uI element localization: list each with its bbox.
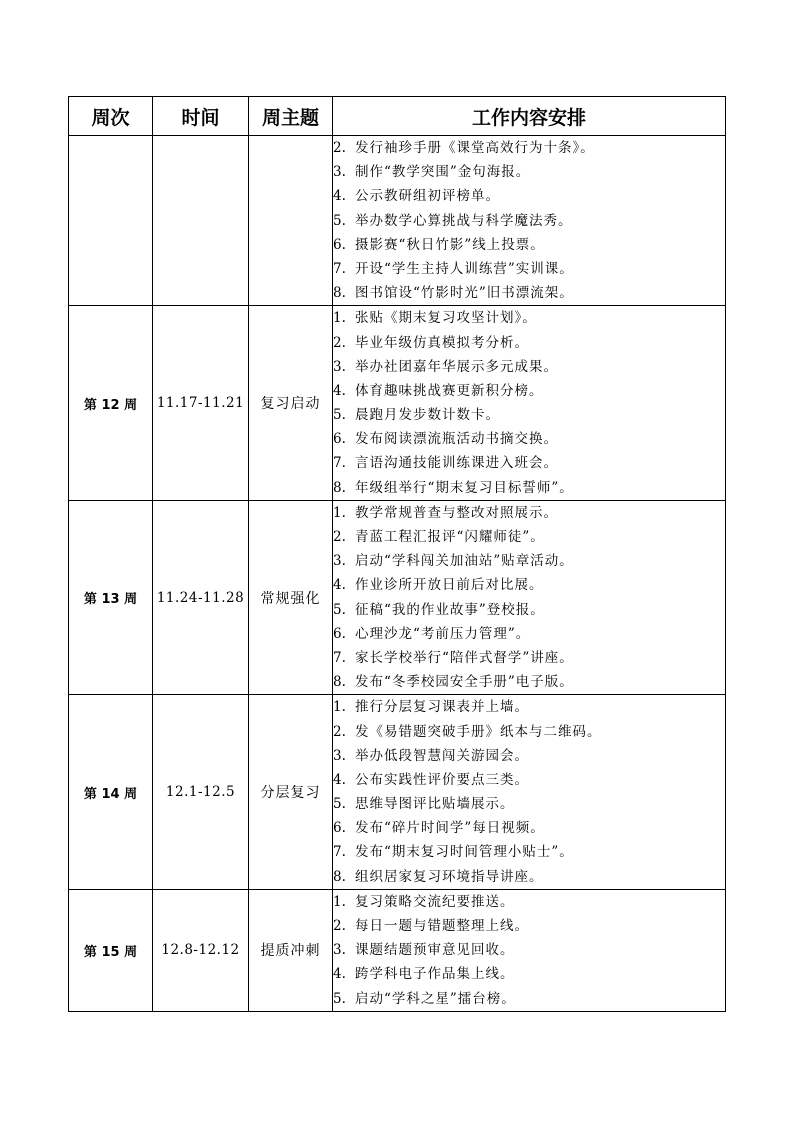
list-item (333, 720, 725, 744)
content-cell (333, 500, 726, 695)
item-text: 言语沟通技能训练课进入班会。 (355, 455, 558, 472)
item-number: 5. (333, 212, 346, 229)
list-item (333, 865, 725, 889)
table-row (69, 695, 726, 890)
item-number: 5. (333, 601, 346, 618)
item-number: 3. (333, 747, 346, 764)
item-text: 公示教研组初评榜单。 (355, 188, 500, 205)
list-item (333, 233, 725, 257)
item-text: 青蓝工程汇报评“闪耀师徒”。 (355, 529, 545, 545)
table-row (69, 500, 726, 695)
item-text: 发布“冬季校园安全手册”电子版。 (355, 674, 574, 691)
header-content: 工作内容安排 (333, 97, 726, 136)
item-text: 每日一题与错题整理上线。 (355, 918, 529, 934)
week-cell: 第 14 周 (69, 695, 153, 890)
list-item (333, 427, 725, 451)
list-item (333, 987, 725, 1011)
item-text: 发《易错题突破手册》纸本与二维码。 (355, 723, 602, 740)
list-item (333, 451, 725, 475)
list-item (333, 136, 725, 160)
item-number: 6. (333, 625, 346, 642)
item-number: 4. (333, 771, 346, 788)
item-text: 张贴《期末复习攻坚计划》。 (355, 310, 537, 327)
list-item (333, 379, 725, 403)
item-number: 6. (333, 820, 346, 837)
item-text: 征稿“我的作业故事”登校报。 (355, 601, 545, 618)
item-text: 摄影赛“秋日竹影”线上投票。 (355, 236, 545, 253)
list-item (333, 670, 725, 694)
list-item (333, 962, 725, 986)
item-number: 8. (333, 868, 346, 885)
table-header-row (69, 97, 726, 136)
item-number: 5. (333, 796, 346, 813)
item-text: 公布实践性评价要点三类。 (355, 771, 529, 788)
date-cell: 12.8-12.12 (153, 889, 249, 1011)
item-text: 举办数学心算挑战与科学魔法秀。 (355, 212, 573, 229)
week-cell: 第 13 周 (69, 500, 153, 695)
theme-cell: 分层复习 (249, 695, 333, 890)
item-number: 4. (333, 382, 346, 399)
list-item (333, 476, 725, 500)
item-text: 启动“学科之星”擂台榜。 (355, 990, 516, 1007)
item-number: 6. (333, 431, 346, 448)
item-number: 7. (333, 844, 346, 861)
list-item (333, 598, 725, 622)
item-text: 心理沙龙“考前压力管理”。 (355, 625, 531, 642)
list-item (333, 744, 725, 768)
list-item (333, 573, 725, 597)
list-item (333, 695, 725, 719)
item-text: 跨学科电子作品集上线。 (355, 966, 515, 983)
date-cell: 11.17-11.21 (153, 306, 249, 501)
list-item (333, 890, 725, 914)
item-text: 思维导图评比贴墙展示。 (355, 796, 515, 813)
item-text: 举办社团嘉年华展示多元成果。 (355, 358, 558, 375)
item-number: 4. (333, 577, 346, 594)
list-item (333, 306, 725, 330)
item-text: 年级组举行“期末复习目标誓师”。 (355, 479, 574, 496)
item-number: 2. (333, 529, 346, 545)
list-item (333, 840, 725, 864)
week-cell: 第 15 周 (69, 889, 153, 1011)
list-item (333, 646, 725, 670)
list-item (333, 816, 725, 840)
item-number: 3. (333, 942, 346, 959)
item-text: 教学常规普查与整改对照展示。 (355, 504, 558, 521)
date-cell (153, 136, 249, 306)
list-item (333, 768, 725, 792)
item-text: 组织居家复习环境指导讲座。 (355, 868, 544, 885)
table-row (69, 306, 726, 501)
item-number: 1. (333, 504, 346, 521)
item-number: 5. (333, 990, 346, 1007)
theme-cell (249, 136, 333, 306)
list-item (333, 501, 725, 525)
content-cell (333, 306, 726, 501)
item-number: 1. (333, 310, 346, 327)
item-number: 2. (333, 723, 346, 740)
item-text: 制作“教学突围”金句海报。 (355, 164, 531, 181)
week-cell (69, 136, 153, 306)
item-text: 复习策略交流纪要推送。 (355, 893, 515, 910)
item-number: 8. (333, 479, 346, 496)
item-number: 3. (333, 553, 346, 570)
item-text: 发行袖珍手册《课堂高效行为十条》。 (355, 140, 595, 156)
item-text: 发布“碎片时间学”每日视频。 (355, 820, 545, 837)
item-text: 体育趣味挑战赛更新积分榜。 (355, 382, 544, 399)
item-text: 推行分层复习课表并上墙。 (355, 699, 529, 716)
item-number: 4. (333, 188, 346, 205)
list-item (333, 549, 725, 573)
item-number: 7. (333, 260, 346, 277)
header-date: 时间 (153, 97, 249, 136)
item-number: 1. (333, 893, 346, 910)
item-text: 毕业年级仿真模拟考分析。 (355, 334, 529, 351)
item-number: 4. (333, 966, 346, 983)
date-cell: 12.1-12.5 (153, 695, 249, 890)
list-item (333, 622, 725, 646)
list-item (333, 281, 725, 305)
week-cell: 第 12 周 (69, 306, 153, 501)
item-text: 课题结题预审意见回收。 (355, 942, 515, 959)
list-item (333, 257, 725, 281)
item-number: 1. (333, 699, 346, 716)
item-text: 图书馆设“竹影时光”旧书漂流架。 (355, 285, 574, 302)
table-row (69, 136, 726, 306)
item-number: 2. (333, 918, 346, 934)
item-number: 8. (333, 285, 346, 302)
item-text: 晨跑月发步数计数卡。 (355, 407, 500, 424)
list-item (333, 160, 725, 184)
content-cell (333, 136, 726, 306)
item-number: 5. (333, 407, 346, 424)
item-text: 发布“期末复习时间管理小贴士”。 (355, 844, 574, 861)
list-item (333, 525, 725, 549)
item-text: 作业诊所开放日前后对比展。 (355, 577, 544, 594)
item-number: 3. (333, 164, 346, 181)
list-item (333, 938, 725, 962)
list-item (333, 184, 725, 208)
item-text: 启动“学科闯关加油站”贴章活动。 (355, 553, 574, 570)
list-item (333, 209, 725, 233)
list-item (333, 914, 725, 938)
header-theme: 周主题 (249, 97, 333, 136)
item-number: 2. (333, 140, 346, 156)
item-number: 8. (333, 674, 346, 691)
item-text: 开设“学生主持人训练营”实训课。 (355, 260, 574, 277)
list-item (333, 331, 725, 355)
content-cell (333, 695, 726, 890)
item-number: 7. (333, 649, 346, 666)
item-text: 举办低段智慧闯关游园会。 (355, 747, 529, 764)
date-cell: 11.24-11.28 (153, 500, 249, 695)
item-number: 2. (333, 334, 346, 351)
item-number: 3. (333, 358, 346, 375)
table-row (69, 889, 726, 1011)
list-item (333, 355, 725, 379)
theme-cell: 提质冲刺 (249, 889, 333, 1011)
content-cell (333, 889, 726, 1011)
item-number: 7. (333, 455, 346, 472)
schedule-table (68, 96, 726, 1012)
list-item (333, 792, 725, 816)
header-week: 周次 (69, 97, 153, 136)
item-text: 发布阅读漂流瓶活动书摘交换。 (355, 431, 558, 448)
table-body (69, 136, 726, 1012)
list-item (333, 403, 725, 427)
item-text: 家长学校举行“陪伴式督学”讲座。 (355, 649, 574, 666)
theme-cell: 复习启动 (249, 306, 333, 501)
theme-cell: 常规强化 (249, 500, 333, 695)
item-number: 6. (333, 236, 346, 253)
